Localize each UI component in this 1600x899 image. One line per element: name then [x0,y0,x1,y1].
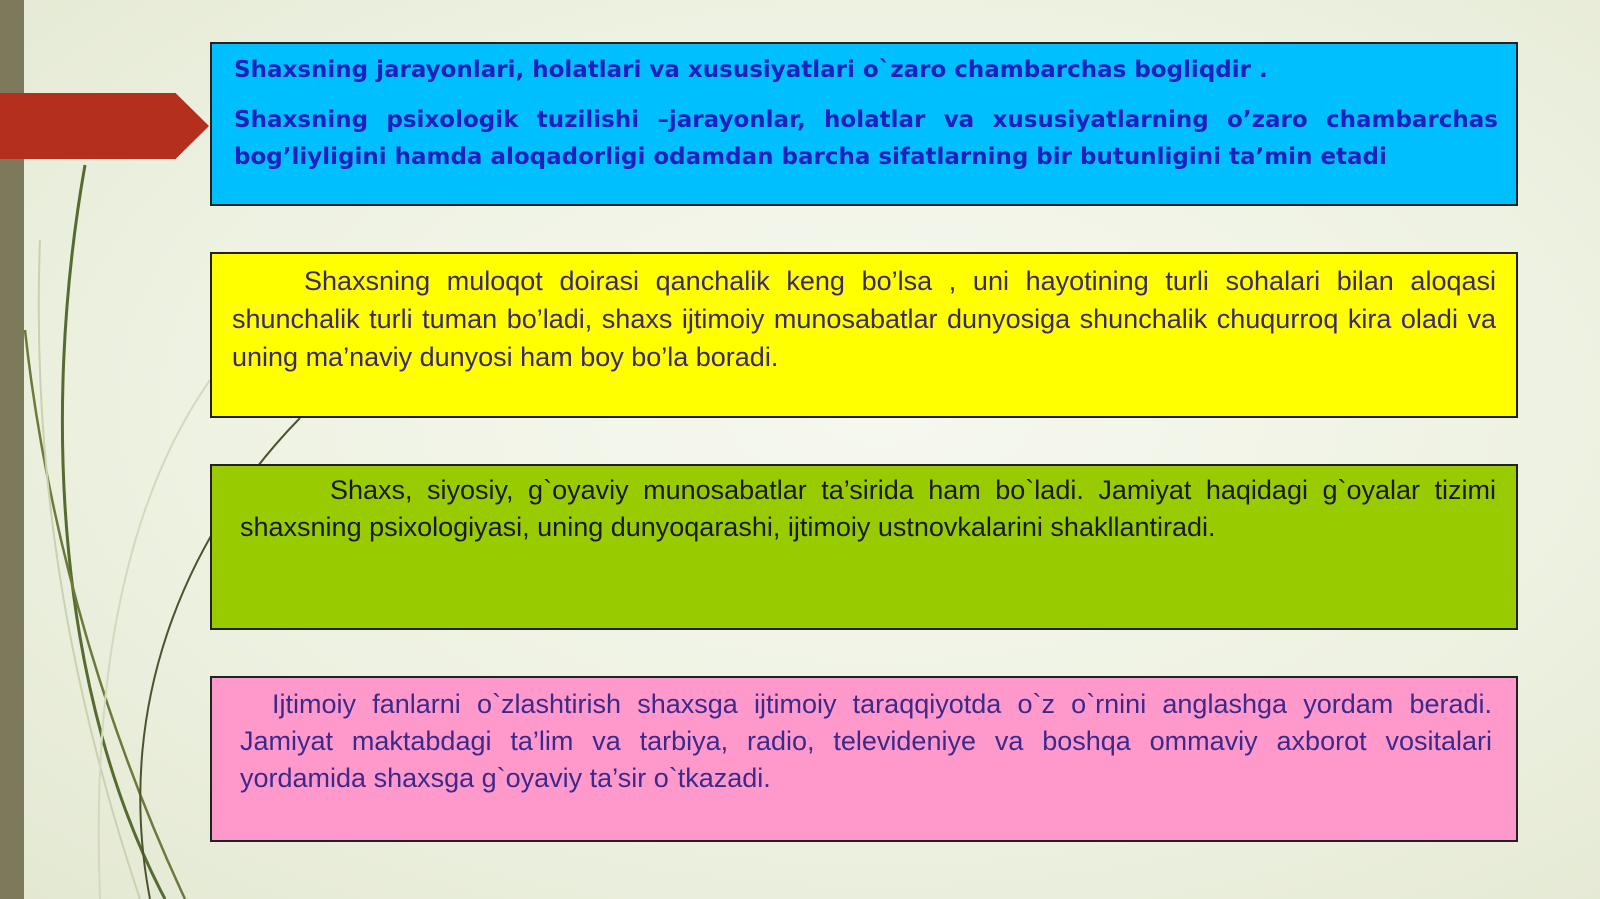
box-1-line-1: Shaxsning jarayonlari, holatlari va xususiyatlari o`zaro chambarchas bogliqdir . [234,57,1268,83]
text-box-2 [210,252,1518,418]
text-box-4 [210,676,1518,842]
box-3-text: Shaxs, siyosiy, g`oyaviy munosabatlar ta’sirida ham bo`ladi. Jamiyat haqidagi g`oyalar tizimi shaxsning psixologiyasi, uning dunyoqarashi, ijtimoiy ustnovkalarini shakllantiradi. [240,475,1496,542]
box-2-text: Shaxsning muloqot doirasi qanchalik keng bo’lsa , uni hayotining turli sohalari bilan aloqasi shunchalik turli tuman bo’ladi, shaxs ijtimoiy munosabatlar dunyosiga shunchalik chuqurroq kira oladi va uning ma’naviy dunyosi ham boy bo’la boradi. [232,266,1496,372]
box-1-line-2: Shaxsning psixologik tuzilishi –jarayonlar, holatlar va xususiyatlarning o’zaro chambarchas bog’liyligini hamda aloqadorligi odamdan barcha sifatlarning bir butunligini ta’min etadi [234,107,1498,170]
text-box-3 [210,464,1518,630]
box-4-text: Ijtimoiy fanlarni o`zlashtirish shaxsga ijtimoiy taraqqiyotda o`z o`rnini anglashga yordam beradi. Jamiyat maktabdagi ta’lim va tarbiya, radio, televideniye va boshqa ommaviy axborot vositalari yordamida shaxsga g`oyaviy ta’sir o`tkazadi. [240,689,1492,793]
text-box-1 [210,42,1518,206]
arrow-shape [0,93,209,159]
